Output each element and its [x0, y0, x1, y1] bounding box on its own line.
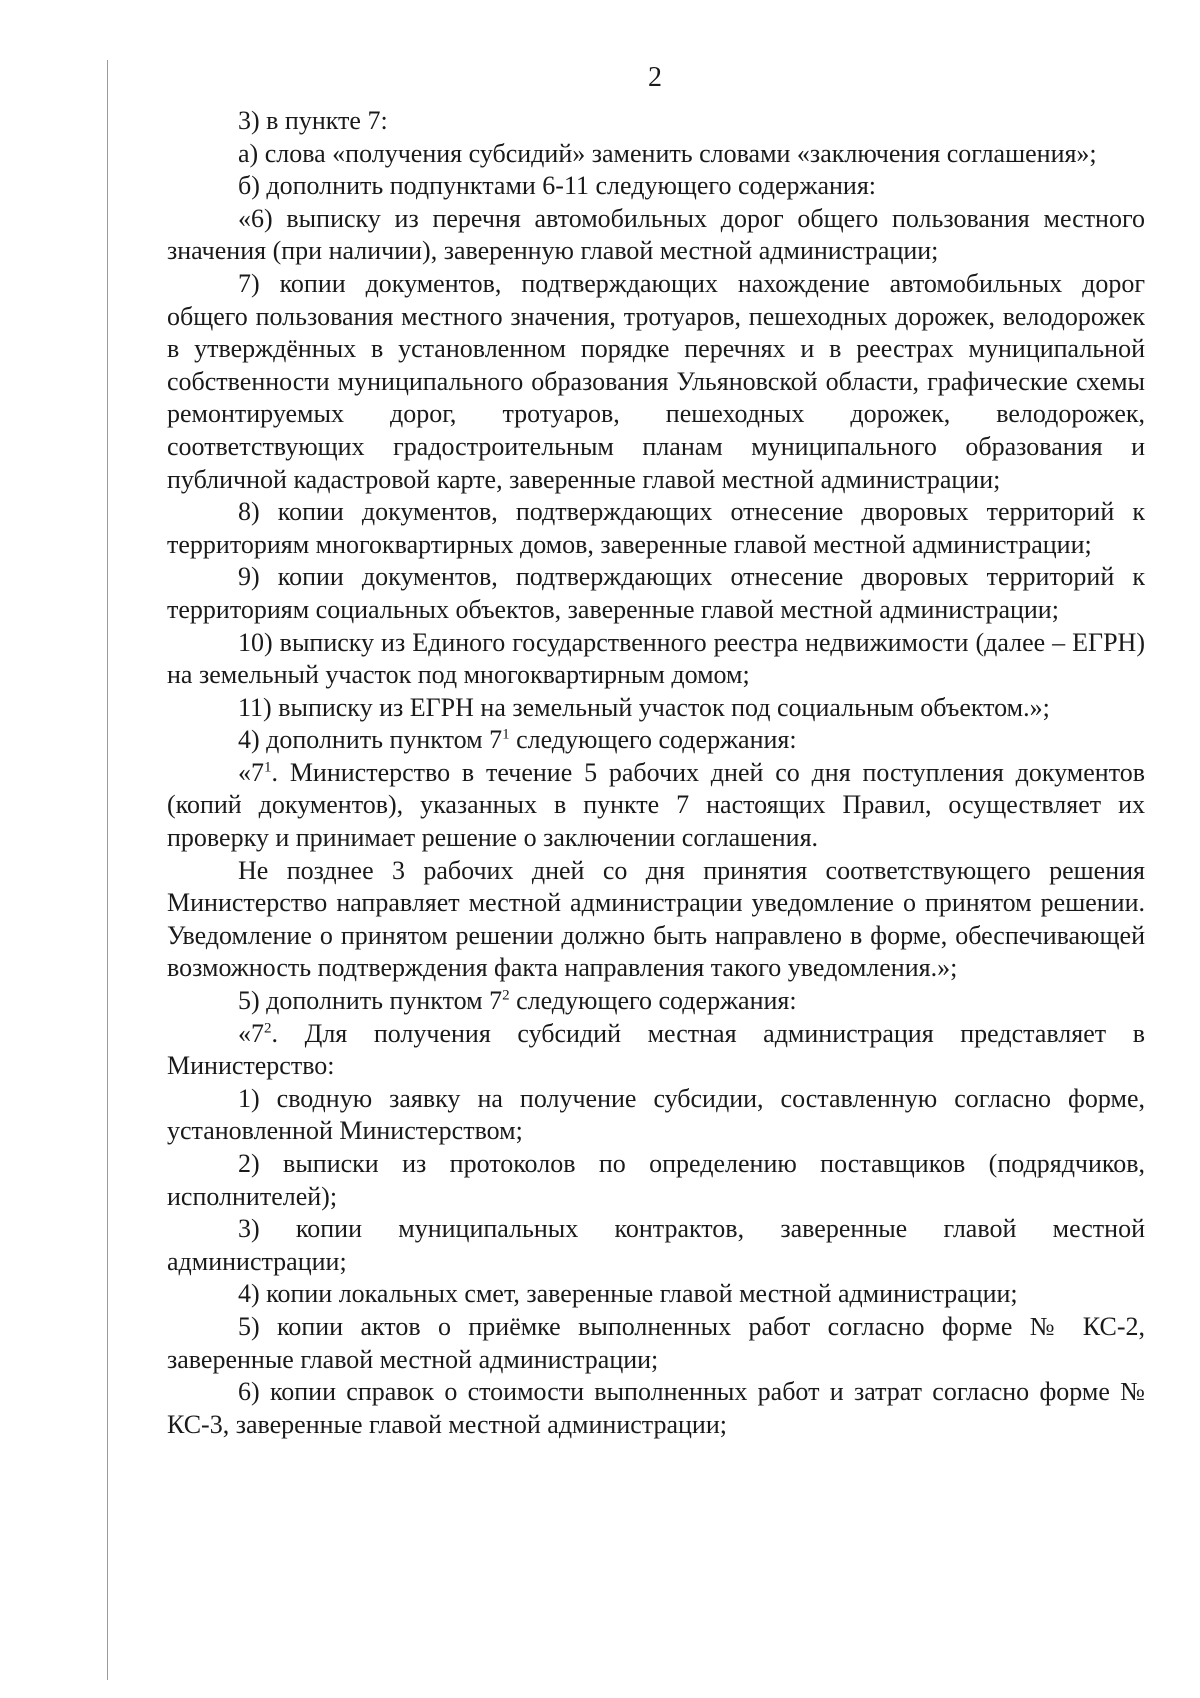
paragraph: 6) копии справок о стоимости выполненных работ и затрат согласно форме № КС-3, заверенные главой местной администрации; — [167, 1377, 1145, 1439]
paragraph: 4) копии локальных смет, заверенные главой местной администрации; — [238, 1279, 1018, 1309]
paragraph: 3) в пункте 7: — [238, 106, 388, 135]
paragraph: 7) копии документов, подтверждающих нахождение автомобильных дорог общего пользования местного значения, тротуаров, пешеходных дорожек, велодорожек в утверждённых в установленном порядке перечнях и в реестрах муниципальной собственности муниципального образования Ульяновской области, графические схемы ремонтируемых дорог, тротуаров, пешеходных дорожек, велодорожек, соответствующих градостроительным планам муниципального образования и публичной кадастровой карте, заверенные главой местной администрации; — [167, 268, 1145, 494]
paragraph: 1) сводную заявку на получение субсидии, составленную согласно форме, установленной Министерством; — [167, 1083, 1145, 1146]
paragraph-text-before: «7 — [238, 757, 264, 787]
paragraph-with-superscript — [167, 724, 1145, 757]
superscript: 2 — [264, 1019, 272, 1036]
paragraph-text-after: следующего содержания: — [509, 986, 797, 1016]
paragraph: 8) копии документов, подтверждающих отнесение дворовых территорий к территориям многоквартирных домов, заверенные главой местной администрации; — [167, 497, 1145, 559]
paragraph-text-before: 4) дополнить пунктом 7 — [238, 725, 503, 755]
paragraph-text-before: «7 — [238, 1018, 264, 1048]
paragraph-with-superscript — [167, 1018, 1145, 1083]
paragraph: 10) выписку из Единого государственного реестра недвижимости (далее – ЕГРН) на земельный участок под многоквартирным домом; — [167, 627, 1145, 690]
document-body — [167, 105, 1145, 1441]
paragraph: 5) копии актов о приёмке выполненных работ согласно форме № КС-2, заверенные главой местной администрации; — [167, 1311, 1145, 1374]
paragraph-text-after: . Для получения субсидий местная администрация представляет в Министерство: — [167, 1018, 1145, 1081]
superscript: 2 — [502, 987, 510, 1004]
paragraph: б) дополнить подпунктами 6-11 следующего содержания: — [238, 171, 877, 201]
scan-edge-line — [107, 60, 108, 1680]
paragraph-text-after: . Министерство в течение 5 рабочих дней со дня поступления документов (копий документов), указанных в пункте 7 настоящих Правил, осуществляет их проверку и принимает решение о заключении соглашения. — [167, 757, 1145, 853]
paragraph-with-superscript — [167, 985, 1145, 1018]
page-number: 2 — [648, 62, 662, 93]
paragraph-text-before: 5) дополнить пунктом 7 — [238, 986, 503, 1016]
paragraph: 9) копии документов, подтверждающих отнесение дворовых территорий к территориям социальных объектов, заверенные главой местной администрации; — [167, 562, 1145, 624]
paragraph: Не позднее 3 рабочих дней со дня принятия соответствующего решения Министерство направляет местной администрации уведомление о принятом решении. Уведомление о принятом решении должно быть направлено в форме, обеспечивающей возможность подтверждения факта направления такого уведомления.»; — [167, 855, 1145, 983]
paragraph-text-after: следующего содержания: — [509, 725, 797, 755]
paragraph: «6) выписку из перечня автомобильных дорог общего пользования местного значения (при наличии), заверенную главой местной администрации; — [167, 203, 1145, 266]
paragraph: 11) выписку из ЕГРН на земельный участок под социальным объектом.»; — [238, 692, 1050, 722]
superscript: 1 — [264, 759, 272, 776]
superscript: 1 — [502, 726, 510, 743]
paragraph: 2) выписки из протоколов по определению поставщиков (подрядчиков, исполнителей); — [167, 1149, 1145, 1211]
paragraph-with-superscript — [167, 757, 1145, 855]
paragraph: 3) копии муниципальных контрактов, заверенные главой местной администрации; — [167, 1214, 1145, 1276]
paragraph: а) слова «получения субсидий» заменить словами «заключения соглашения»; — [238, 138, 1097, 168]
